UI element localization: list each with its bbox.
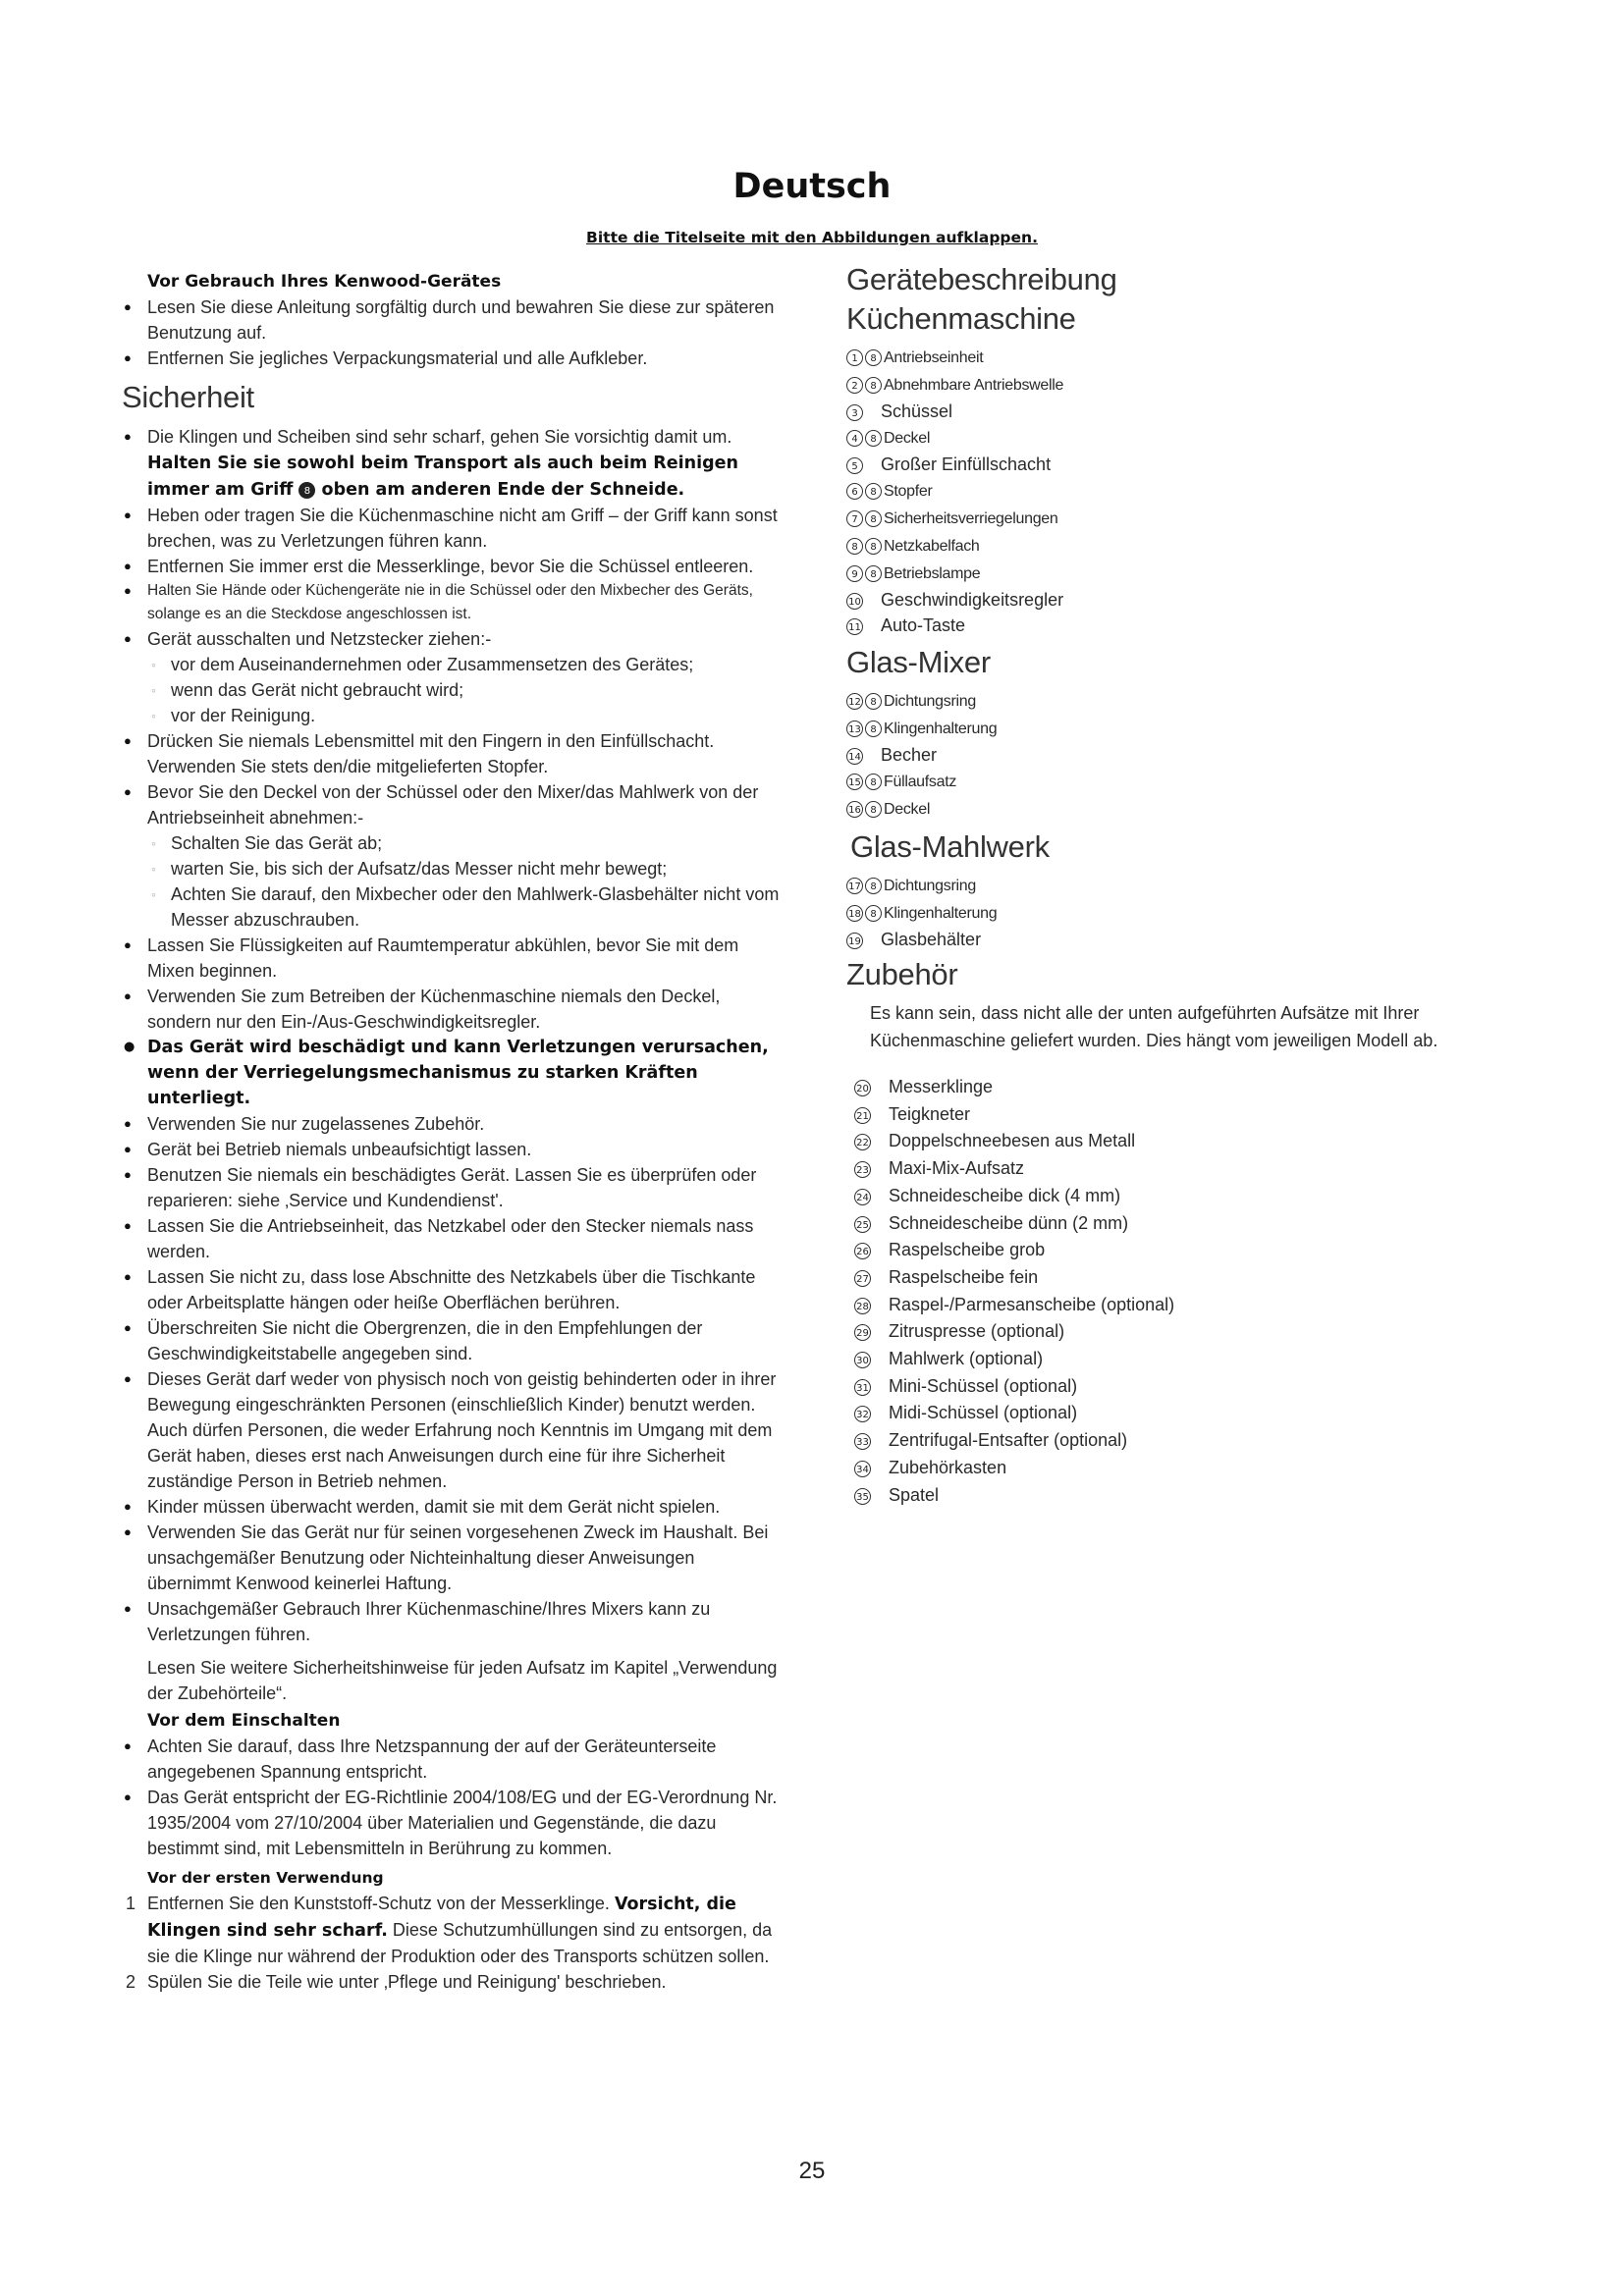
part-label: Teigkneter [889, 1103, 971, 1124]
before-use-heading: Vor Gebrauch Ihres Kenwood-Gerätes [147, 272, 502, 292]
list-item: 1 Entfernen Sie den Kunststoff-Schutz von der Messerklinge. Vorsicht, die Klingen sind sehr scharf. Diese Schutzumhüllungen sind zu entsorgen, da sie die Klinge nur während der Produktion oder des Transports schützen sollen. [126, 1894, 773, 1966]
figure-eight-icon: 8 [865, 565, 882, 582]
part-item [846, 742, 1524, 768]
left-column [122, 269, 780, 1995]
part-number-icon: 34 [854, 1461, 871, 1477]
page-number: 25 [798, 2158, 826, 2184]
part-item [846, 587, 1524, 613]
part-item [854, 1292, 1524, 1319]
part-item [854, 1183, 1524, 1210]
figure-eight-icon: 8 [865, 510, 882, 527]
part-item [846, 452, 1524, 477]
part-label: Mahlwerk (optional) [889, 1349, 1044, 1369]
part-item [846, 872, 1524, 899]
list-item: ● Halten Sie Hände oder Küchengeräte nie in die Schüssel oder den Mixbecher des Geräts, solange es an die Steckdose angeschlossen ist. [122, 579, 780, 626]
part-item [846, 371, 1524, 399]
part-label: Dichtungsring [884, 693, 976, 710]
part-label: Auto-Taste [881, 615, 966, 635]
part-label: Spatel [889, 1484, 940, 1505]
glass-mixer-parts [846, 687, 1524, 823]
part-item [846, 560, 1524, 587]
part-number-icon: 35 [854, 1488, 871, 1505]
part-number-icon: 29 [854, 1324, 871, 1341]
part-label: Schüssel [881, 401, 953, 421]
part-item [854, 1264, 1524, 1292]
part-number-icon: 21 [854, 1107, 871, 1124]
part-label: Betriebslampe [884, 565, 981, 582]
part-number-icon: 13 [846, 721, 863, 737]
figure-eight-icon: 8 [865, 483, 882, 500]
food-processor-parts [846, 344, 1524, 638]
part-number-icon: 2 [846, 377, 863, 394]
part-number-icon: 25 [854, 1216, 871, 1233]
list-item: ● Verwenden Sie zum Betreiben der Küchenmaschine niemals den Deckel, sondern nur den Ein-/Aus-Geschwindigkeitsregler. [122, 984, 780, 1035]
list-item: ● Lassen Sie die Antriebseinheit, das Netzkabel oder den Stecker niemals nass werden. [122, 1213, 780, 1264]
part-item [846, 505, 1524, 532]
list-item: ● Lassen Sie nicht zu, dass lose Abschnitte des Netzkabels über die Tischkante oder Arbeitsplatte hängen oder heiße Oberflächen berühren. [122, 1264, 780, 1315]
part-item [854, 1155, 1524, 1183]
page-title: Deutsch [732, 167, 892, 206]
food-processor-heading: Küchenmaschine [846, 301, 1076, 336]
part-number-icon: 6 [846, 483, 863, 500]
glass-mill-heading: Glas-Mahlwerk [850, 829, 1050, 864]
list-item: ● Verwenden Sie nur zugelassenes Zubehör. [122, 1111, 780, 1137]
part-item [846, 399, 1524, 424]
part-label: Deckel [884, 430, 931, 447]
part-item [854, 1210, 1524, 1238]
part-item [854, 1128, 1524, 1155]
part-item [846, 715, 1524, 742]
part-number-icon: 31 [854, 1379, 871, 1396]
first-use-heading: Vor der ersten Verwendung [147, 1869, 384, 1887]
part-number-icon: 30 [854, 1352, 871, 1368]
part-item [854, 1373, 1524, 1401]
part-label: Zitruspresse (optional) [889, 1321, 1065, 1342]
part-number-icon: 27 [854, 1270, 871, 1287]
part-item [854, 1074, 1524, 1101]
part-number-icon: 8 [846, 538, 863, 555]
part-label: Zubehörkasten [889, 1457, 1007, 1477]
part-label: Stopfer [884, 483, 933, 500]
part-item [854, 1318, 1524, 1346]
accessories-heading: Zubehör [846, 957, 958, 991]
list-item: ● Lassen Sie Flüssigkeiten auf Raumtemperatur abkühlen, bevor Sie mit dem Mixen beginnen. [122, 933, 780, 984]
part-number-icon: 18 [846, 905, 863, 922]
part-number-icon: 7 [846, 510, 863, 527]
part-label: Midi-Schüssel (optional) [889, 1403, 1078, 1423]
before-switch-on-heading: Vor dem Einschalten [147, 1711, 341, 1731]
glass-mill-parts [846, 872, 1524, 952]
griff-number-icon: 8 [298, 482, 315, 499]
sub-item: ◦ vor dem Auseinandernehmen oder Zusammensetzen des Gerätes; [147, 652, 780, 677]
list-item: ● Lesen Sie diese Anleitung sorgfältig durch und bewahren Sie diese zur späteren Benutzung auf. [122, 294, 780, 346]
before-switch-on-list [122, 1734, 780, 1861]
part-item [854, 1400, 1524, 1427]
part-item [854, 1237, 1524, 1264]
part-label: Füllaufsatz [884, 774, 957, 790]
part-label: Raspelscheibe grob [889, 1240, 1046, 1260]
sub-item: ◦ vor der Reinigung. [147, 703, 780, 728]
part-label: Mini-Schüssel (optional) [889, 1375, 1078, 1396]
figure-eight-icon: 8 [865, 377, 882, 394]
part-item [846, 795, 1524, 823]
part-number-icon: 3 [846, 404, 863, 421]
part-label: Sicherheitsverriegelungen [884, 510, 1058, 527]
list-item: ● Dieses Gerät darf weder von physisch noch von geistig behinderten oder in ihrer Bewegung eingeschränkten Personen (einschließlich Kinder) benutzt werden. Auch dürfen Personen, die weder Erfahrung noch Kenntnis im Umgang mit dem Gerät haben, dieses erst nach Anweisungen durch eine für ihre Sicherheit zuständige Person in Betrieb nehmen. [122, 1366, 780, 1494]
part-item [846, 927, 1524, 952]
part-number-icon: 1 [846, 349, 863, 366]
part-label: Maxi-Mix-Aufsatz [889, 1158, 1025, 1179]
part-label: Zentrifugal-Entsafter (optional) [889, 1430, 1128, 1451]
part-number-icon: 4 [846, 430, 863, 447]
part-item [846, 687, 1524, 715]
part-number-icon: 33 [854, 1433, 871, 1450]
part-number-icon: 19 [846, 933, 863, 949]
sub-item: ◦ wenn das Gerät nicht gebraucht wird; [147, 677, 780, 703]
part-label: Raspel-/Parmesanscheibe (optional) [889, 1294, 1175, 1314]
safety-list [122, 424, 780, 1647]
right-column [846, 262, 1524, 1509]
list-item: ● Die Klingen und Scheiben sind sehr scharf, gehen Sie vorsichtig damit um. Halten Sie sie sowohl beim Transport als auch beim Reinigen immer am Griff 8 oben am anderen Ende der Schneide. [122, 424, 780, 503]
part-number-icon: 32 [854, 1406, 871, 1422]
first-use-list [122, 1891, 780, 1995]
list-item: ● Gerät ausschalten und Netzstecker ziehen:- ◦ vor dem Auseinandernehmen oder Zusammensetzen des Gerätes; ◦ wenn das Gerät nicht gebraucht wird; ◦ vor der Reinigung. [122, 626, 780, 728]
part-item [854, 1101, 1524, 1129]
figure-eight-icon: 8 [865, 905, 882, 922]
part-label: Antriebseinheit [884, 349, 984, 366]
part-label: Deckel [884, 801, 931, 818]
part-label: Großer Einfüllschacht [881, 454, 1052, 474]
part-number-icon: 11 [846, 618, 863, 635]
list-item: ● Das Gerät entspricht der EG-Richtlinie 2004/108/EG und der EG-Verordnung Nr. 1935/2004 vom 27/10/2004 über Materialien und Gegenstände, die dazu bestimmt sind, mit Lebensmitteln in Berührung zu kommen. [122, 1785, 780, 1861]
part-label: Dichtungsring [884, 878, 976, 894]
list-item: 2 Spülen Sie die Teile wie unter ‚Pflege und Reinigung' beschrieben. [126, 1972, 667, 1992]
part-item [846, 613, 1524, 638]
part-number-icon: 15 [846, 774, 863, 790]
list-item: ● Entfernen Sie jegliches Verpackungsmaterial und alle Aufkleber. [122, 346, 780, 371]
list-item: ● Verwenden Sie das Gerät nur für seinen vorgesehenen Zweck im Haushalt. Bei unsachgemäßer Benutzung oder Nichteinhaltung dieser Anweisungen übernimmt Kenwood keinerlei Haftung. [122, 1520, 780, 1596]
list-item: ● Unsachgemäßer Gebrauch Ihrer Küchenmaschine/Ihres Mixers kann zu Verletzungen führen. [122, 1596, 780, 1647]
figure-eight-icon: 8 [865, 538, 882, 555]
part-number-icon: 12 [846, 693, 863, 710]
part-number-icon: 16 [846, 801, 863, 818]
part-label: Klingenhalterung [884, 905, 998, 922]
figure-eight-icon: 8 [865, 774, 882, 790]
figure-eight-icon: 8 [865, 801, 882, 818]
safety-note: Lesen Sie weitere Sicherheitshinweise für jeden Aufsatz im Kapitel „Verwendung der Zubehörteile“. [147, 1658, 778, 1703]
figure-eight-icon: 8 [865, 693, 882, 710]
sub-item: ◦ Achten Sie darauf, den Mixbecher oder den Mahlwerk-Glasbehälter nicht vom Messer abzuschrauben. [147, 881, 780, 933]
part-label: Messerklinge [889, 1077, 994, 1096]
part-number-icon: 28 [854, 1298, 871, 1314]
part-item [846, 532, 1524, 560]
part-item [854, 1482, 1524, 1510]
part-number-icon: 9 [846, 565, 863, 582]
part-item [846, 424, 1524, 452]
before-use-list [122, 294, 780, 371]
safety-heading: Sicherheit [122, 380, 254, 414]
sub-item: ◦ Schalten Sie das Gerät ab; [147, 830, 780, 856]
part-label: Schneidescheibe dünn (2 mm) [889, 1212, 1129, 1233]
list-item: ● Bevor Sie den Deckel von der Schüssel oder den Mixer/das Mahlwerk von der Antriebseinheit abnehmen:- ◦ Schalten Sie das Gerät ab; ◦ warten Sie, bis sich der Aufsatz/das Messer nicht mehr bewegt; ◦ Achten Sie darauf, den Mixbecher oder den Mahlwerk-Glasbehälter nicht vom Messer abzuschrauben. [122, 779, 780, 933]
part-label: Glasbehälter [881, 930, 982, 949]
list-item: ● Überschreiten Sie nicht die Obergrenzen, die in den Empfehlungen der Geschwindigkeitstabelle angegeben sind. [122, 1315, 780, 1366]
part-label: Abnehmbare Antriebswelle [884, 377, 1064, 394]
list-item: ● Kinder müssen überwacht werden, damit sie mit dem Gerät nicht spielen. [122, 1494, 780, 1520]
glass-mixer-heading: Glas-Mixer [846, 645, 991, 679]
list-item: ● Benutzen Sie niemals ein beschädigtes Gerät. Lassen Sie es überprüfen oder reparieren: siehe ‚Service und Kundendienst'. [122, 1162, 780, 1213]
part-number-icon: 24 [854, 1189, 871, 1205]
part-item [846, 899, 1524, 927]
part-label: Becher [881, 745, 938, 765]
list-item: ● Das Gerät wird beschädigt und kann Verletzungen verursachen, wenn der Verriegelungsmechanismus zu starken Kräften unterliegt. [122, 1035, 780, 1111]
part-number-icon: 22 [854, 1134, 871, 1150]
part-item [846, 477, 1524, 505]
part-item [854, 1455, 1524, 1482]
part-item [846, 768, 1524, 795]
part-label: Raspelscheibe fein [889, 1266, 1039, 1287]
part-label: Doppelschneebesen aus Metall [889, 1131, 1136, 1151]
part-number-icon: 5 [846, 457, 863, 474]
figure-eight-icon: 8 [865, 430, 882, 447]
list-item: ● Drücken Sie niemals Lebensmittel mit den Fingern in den Einfüllschacht. Verwenden Sie stets den/die mitgelieferten Stopfer. [122, 728, 780, 779]
part-number-icon: 23 [854, 1161, 871, 1178]
part-item [846, 344, 1524, 371]
sub-item: ◦ warten Sie, bis sich der Aufsatz/das Messer nicht mehr bewegt; [147, 856, 780, 881]
list-item: ● Heben oder tragen Sie die Küchenmaschine nicht am Griff – der Griff kann sonst brechen, was zu Verletzungen führen kann. [122, 503, 780, 554]
part-label: Klingenhalterung [884, 721, 998, 737]
part-item [854, 1346, 1524, 1373]
list-item: ● Entfernen Sie immer erst die Messerklinge, bevor Sie die Schüssel entleeren. [122, 554, 780, 579]
figure-eight-icon: 8 [865, 721, 882, 737]
accessories-parts [846, 1074, 1524, 1509]
part-item [854, 1427, 1524, 1455]
part-number-icon: 14 [846, 748, 863, 765]
part-number-icon: 17 [846, 878, 863, 894]
part-label: Netzkabelfach [884, 538, 980, 555]
device-description-heading: Gerätebeschreibung [846, 262, 1117, 296]
part-label: Geschwindigkeitsregler [881, 590, 1064, 610]
list-item: ● Gerät bei Betrieb niemals unbeaufsichtigt lassen. [122, 1137, 780, 1162]
figure-eight-icon: 8 [865, 878, 882, 894]
part-number-icon: 26 [854, 1243, 871, 1259]
part-number-icon: 20 [854, 1080, 871, 1096]
figure-eight-icon: 8 [865, 349, 882, 366]
list-item: ● Achten Sie darauf, dass Ihre Netzspannung der auf der Geräteunterseite angegebenen Spannung entspricht. [122, 1734, 780, 1785]
part-label: Schneidescheibe dick (4 mm) [889, 1185, 1121, 1205]
part-number-icon: 10 [846, 593, 863, 610]
accessories-intro: Es kann sein, dass nicht alle der unten aufgeführten Aufsätze mit Ihrer Küchenmaschine geliefert wurden. Dies hängt vom jeweiligen Modell ab. [870, 1003, 1438, 1050]
fold-out-instruction: Bitte die Titelseite mit den Abbildungen aufklappen. [586, 229, 1038, 246]
